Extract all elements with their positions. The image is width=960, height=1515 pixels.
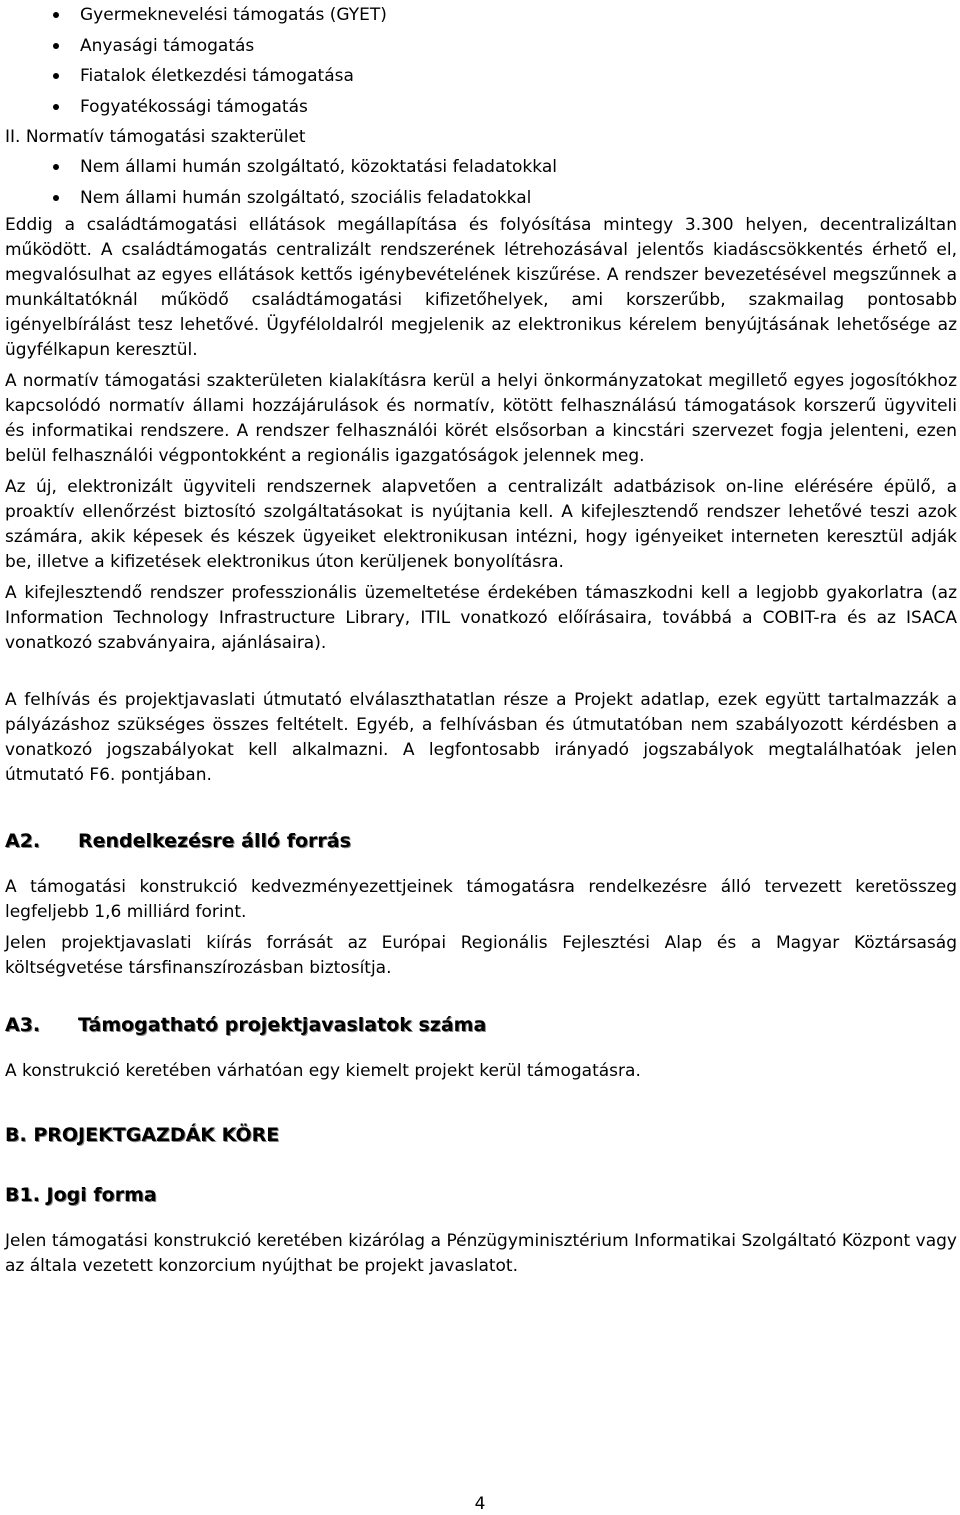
list-item: Fogyatékossági támogatás xyxy=(5,92,957,123)
heading-b: B. PROJEKTGAZDÁK KÖRE xyxy=(5,1124,280,1146)
document-page xyxy=(5,0,957,1279)
bullet-list-top xyxy=(5,0,957,122)
paragraph-electronic: Az új, elektronizált ügyviteli rendszernek alapvetően a centralizált adatbázisok on-line elérésére épülő, a proaktív ellenőrzést biztosító szolgáltatásokat is nyújtania kell. A kifejlesztendő rendszer lehetővé teszi azok számára, akik képesek és készek ügyeiket elektronikusan intézni, hogy igényeiket interneten keresztül adják be, illetve a kifizetések elektronikus úton kerüljenek bonyolításra. xyxy=(5,477,957,572)
heading-title: Rendelkezésre álló forrás xyxy=(78,830,351,852)
heading-number: A2. xyxy=(5,830,41,852)
paragraph-normative: A normatív támogatási szakterületen kialakításra kerül a helyi önkormányzatokat megillető egyes jogosítókhoz kapcsolódó normatív állami hozzájárulások és normatív, kötött felhasználású támogatások korszerű ügyviteli és informatikai rendszere. A rendszer felhasználói körét elsősorban a kincstári szervezet fogja jelenteni, ezen belül felhasználói végpontokként a regionális igazgatóságok jelennek meg. xyxy=(5,371,957,466)
list-item: Nem állami humán szolgáltató, közoktatási feladatokkal xyxy=(5,152,957,183)
paragraph-a2-funding: Jelen projektjavaslati kiírás forrását az Európai Regionális Fejlesztési Alap és a Magyar Köztársaság költségvetése társfinanszírozásban biztosítja. xyxy=(5,933,957,978)
heading-a2 xyxy=(5,828,957,854)
list-item: Anyasági támogatás xyxy=(5,31,957,62)
paragraph-call-guide: A felhívás és projektjavaslati útmutató elválaszthatatlan része a Projekt adatlap, ezek együtt tartalmazzák a pályázáshoz szükséges összes feltételt. Egyéb, a felhívásban és útmutatóban nem szabályozott kérdésben a vonatkozó jogszabályokat kell alkalmazni. A legfontosabb irányadó jogszabályok megtalálhatóak jelen útmutató F6. pontjában. xyxy=(5,690,957,785)
page-number: 4 xyxy=(474,1494,486,1514)
paragraph-a3: A konstrukció keretében várhatóan egy kiemelt projekt kerül támogatásra. xyxy=(5,1061,641,1081)
paragraph-a2-budget: A támogatási konstrukció kedvezményezettjeinek támogatásra rendelkezésre álló tervezett keretösszeg legfeljebb 1,6 milliárd forint. xyxy=(5,877,957,922)
paragraph-centralization: Eddig a családtámogatási ellátások megállapítása és folyósítása mintegy 3.300 helyen, decentralizáltan működött. A családtámogatás centralizált rendszerének létrehozásával jelentős kiadáscsökkentés érhető el, megvalósulhat az egyes ellátások kettős igénybevételének kiszűrése. A rendszer bevezetésével megszűnnek a munkáltatóknál működő családtámogatási kifizetőhelyek, ami korszerűbb, szakmailag pontosabb igényelbírálást tesz lehetővé. Ügyféloldalról megjelenik az elektronikus kérelem benyújtásának lehetősége az ügyfélkapun keresztül. xyxy=(5,215,957,360)
heading-b1: B1. Jogi forma xyxy=(5,1184,157,1206)
paragraph-itil: A kifejlesztendő rendszer professzionális üzemeltetése érdekében támaszkodni kell a legjobb gyakorlatra (az Information Technology Infrastructure Library, ITIL vonatkozó előírásaira, továbbá a COBIT-ra és az ISACA vonatkozó szabványaira, ajánlásaira). xyxy=(5,583,957,653)
section-ii-heading: II. Normatív támogatási szakterület xyxy=(5,127,306,147)
list-item: Fiatalok életkezdési támogatása xyxy=(5,61,957,92)
heading-title: Támogatható projektjavaslatok száma xyxy=(78,1014,487,1036)
list-item: Gyermeknevelési támogatás (GYET) xyxy=(5,0,957,31)
paragraph-b1: Jelen támogatási konstrukció keretében kizárólag a Pénzügyminisztérium Informatikai Szolgáltató Központ vagy az általa vezetett konzorcium nyújthat be projekt javaslatot. xyxy=(5,1231,957,1276)
heading-a3 xyxy=(5,1012,957,1038)
heading-number: A3. xyxy=(5,1014,41,1036)
list-item: Nem állami humán szolgáltató, szociális feladatokkal xyxy=(5,183,957,214)
bullet-list-ii xyxy=(5,152,957,213)
